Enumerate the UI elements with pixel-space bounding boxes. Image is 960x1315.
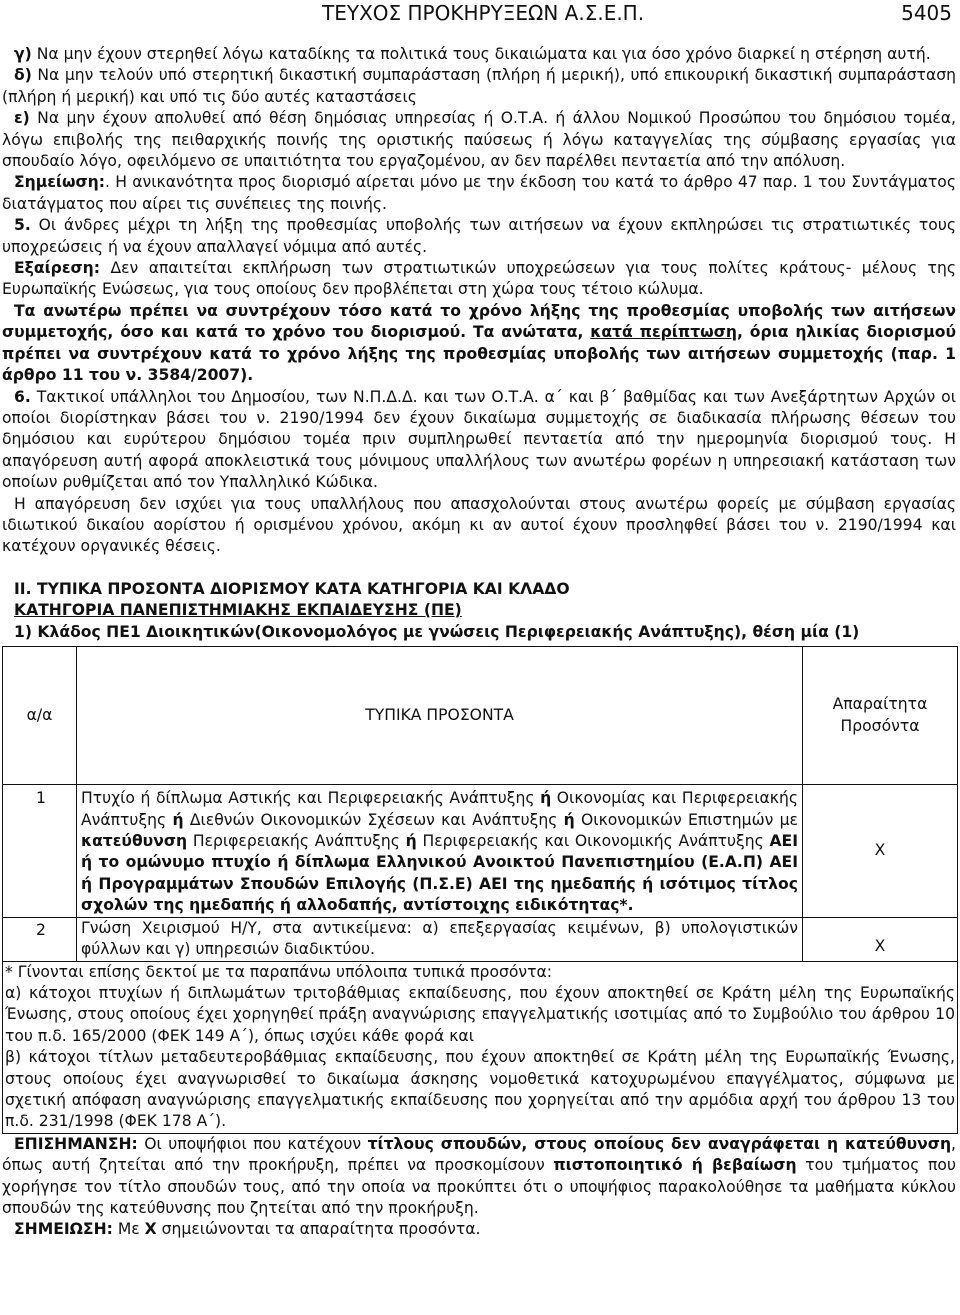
final-note-label: ΣΗΜΕΙΩΣΗ: [14,1220,113,1239]
desc-bold: ΑΕΙ ή το ομώνυμο πτυχίο ή δίπλωμα Ελληνικού Ανοικτού Πανεπιστημίου (Ε.Α.Π) ΑΕΙ ή Προγραμμάτων Σπουδών Επιλογής (Π.Σ.Ε) ΑΕΙ της ημεδαπής ή ισότιμος τίτλος σχολών της ημεδαπής ή αλλοδαπής, αντίστοιχης ειδικότητας*. [81,832,799,915]
condition-g-label: γ) [14,45,32,63]
desc-text: Πτυχίο ή δίπλωμα Αστικής και Περιφερειακής Ανάπτυξης [81,789,541,808]
condition-d [2,65,956,108]
desc-bold: κατεύθυνση [81,832,188,851]
important-bold: πιστοποιητικό ή βεβαίωση [553,1156,797,1175]
page-number: 5405 [901,1,952,25]
desc-text: Περιφερειακής και Οικονομικής Ανάπτυξης [416,832,770,851]
row-number: 2 [3,917,77,961]
final-note-paragraph [2,1219,956,1240]
age-limits-paragraph [2,301,956,387]
col-header-qualifications: ΤΥΠΙΚΑ ΠΡΟΣΟΝΤΑ [77,647,803,785]
note-label: Σημείωση: [14,173,106,192]
col-header-number: α/α [3,647,77,785]
desc-bold: ή [405,832,417,851]
condition-e-label: ε) [14,109,30,128]
condition-e [2,108,956,172]
table-header-row [3,647,958,785]
table-row [3,785,958,917]
important-label: ΕΠΙΣΗΜΑΝΣΗ: [14,1134,138,1153]
civil-servants-paragraph [2,387,956,494]
military-paragraph [2,215,956,258]
desc-text: Διεθνών Οικονομικών Σχέσεων και Ανάπτυξης [183,810,564,829]
page-header [0,0,960,24]
note-paragraph [2,172,956,215]
exception-text: Δεν απαιτείται εκπλήρωση των στρατιωτικών υποχρεώσεων για τους πολίτες κράτους- μέλους της Ευρωπαϊκής Ενώσεως, για τους οποίους δεν προβλέπεται στη χώρα τους τέτοιο κώλυμα. [2,259,956,299]
section-title: ΙΙ. ΤΥΠΙΚΑ ΠΡΟΣΟΝΤΑ ΔΙΟΡΙΣΜΟΥ ΚΑΤΑ ΚΑΤΗΓΟΡΙΑ ΚΑΙ ΚΛΑΔΟ [14,579,570,598]
table-note-row [3,961,958,1133]
desc-text: Περιφερειακής Ανάπτυξης [187,832,406,851]
required-mark: X [803,785,958,917]
age-underline: κατά περίπτωση [590,323,737,342]
important-text: Οι υποψήφιοι που κατέχουν [137,1134,368,1153]
important-text: του τμήματος που χορήγησε τον τίτλο σπουδών τους, από την οποία να προκύπτει ότι ο υποψήφιος παρακολούθησε τα μαθήματα κύκλου σπουδών της κατεύθυνσης που ζητείται από την προκήρυξη. [2,1156,956,1217]
ban-exception-paragraph: Η απαγόρευση δεν ισχύει για τους υπαλλήλους που απασχολούνται στους ανωτέρω φορείς με σύμβαση εργασίας ιδιωτικού δικαίου αορίστου ή ορισμένου χρόνου, ακόμη κι αν αυτοί έχουν προσληφθεί βάσει του ν. 2190/1994 και κατέχουν οργανικές θέσεις. [2,494,956,556]
important-paragraph [2,1134,956,1220]
desc-bold: ή [563,810,575,829]
exception-label: Εξαίρεση: [14,259,100,278]
document-body [2,44,956,1241]
final-note-text: Με [112,1220,145,1239]
important-text: , όπως αυτή ζητείται από την προκήρυξη, πρέπει να προσκομίσουν [2,1134,957,1175]
header-title: ΤΕΥΧΟΣ ΠΡΟΚΗΡΥΞΕΩΝ Α.Σ.Ε.Π. [322,1,645,25]
footnote-b: β) κάτοχοι τίτλων μεταδευτεροβάθμιας εκπαίδευσης, που έχουν αποκτηθεί σε Κράτη μέλη της Ευρωπαϊκής Ένωσης, στους οποίους έχει αναγνωρισθεί το δικαίωμα άσκησης νομοθετικά κατοχυρωμένου επαγγέλματος, σύμφωνα με σχετική απόφαση αναγνώρισης επαγγελματικής εκπαίδευσης που χορηγείται από την αρμόδια αρχή του άρθρου 13 του π.δ. 231/1998 (ΦΕΚ 178 Α΄). [5,1048,955,1131]
civil-servants-label: 6. [14,387,31,406]
age-text-a: Τα ανωτέρω πρέπει να συντρέχουν τόσο κατά το χρόνο λήξης της προθεσμίας υποβολής των αιτήσεων συμμετοχής, όσο και κατά το χρόνο του διορισμού. Τα ανώτατα, [2,301,956,342]
civil-servants-text: Τακτικοί υπάλληλοι του Δημοσίου, των Ν.Π.Δ.Δ. και των Ο.Τ.Α. α΄ και β΄ βαθμίδας και των Ανεξάρτητων Αρχών οι οποίοι διορίστηκαν βάσει του ν. 2190/1994 δεν έχουν δικαίωμα συμμετοχής σε διαδικασία πλήρωσης θέσεων του δημόσιου και ευρύτερου δημόσιου τομέα πριν συμπληρωθεί πενταετία από την ημερομηνία διορισμού τους. Η απαγόρευση αυτή αφορά αποκλειστικά τους μόνιμους υπαλλήλους των ανωτέρω φορέων η υπηρεσιακή κατάσταση των οποίων ρυθμίζεται από τον Υπαλληλικό Κώδικα. [2,387,956,492]
final-note-bold: Χ [144,1220,157,1239]
row-number: 1 [3,785,77,917]
row-description [77,785,803,917]
condition-g-text: Να μην έχουν στερηθεί λόγω καταδίκης τα πολιτικά τους δικαιώματα και για όσο χρόνο διαρκεί η στέρηση αυτή. [31,45,931,63]
important-bold: τίτλους σπουδών, στους οποίους δεν αναγράφεται η κατεύθυνση [367,1134,952,1153]
footnote-intro: * Γίνονται επίσης δεκτοί με τα παραπάνω υπόλοιπα τυπικά προσόντα: [5,962,553,981]
footnote-cell [3,961,958,1133]
age-text-b: , όρια ηλικίας διορισμού πρέπει να συντρέχουν κατά το χρόνο λήξης της προθεσμίας υποβολής των αιτήσεων συμμετοχής (παρ. 1 άρθρο 11 του ν. 3584/2007). [2,323,956,385]
desc-bold: ή [540,789,552,808]
condition-d-text: Να μην τελούν υπό στερητική δικαστική συμπαράσταση (πλήρη ή μερική), υπό επικουρική δικαστική συμπαράσταση (πλήρη ή μερική) και υπό τις δύο αυτές καταστάσεις [2,66,956,106]
condition-g [2,44,956,65]
desc-text: Οικονομίας και Περιφερειακής Ανάπτυξης [81,789,798,829]
row-description: Γνώση Χειρισμού Η/Υ, στα αντικείμενα: α) επεξεργασίας κειμένων, β) υπολογιστικών φύλλων και γ) υπηρεσιών διαδικτύου. [77,917,803,961]
condition-e-text: Να μην έχουν απολυθεί από θέση δημόσιας υπηρεσίας ή Ο.Τ.Α. ή άλλου Νομικού Προσώπου του δημόσιου τομέα, λόγω επιβολής της πειθαρχικής ποινής της οριστικής παύσεως ή λόγω καταγγελίας της σύμβασης εργασίας για σπουδαίο λόγο, οφειλόμενο σε υπαιτιότητα του εργαζομένου, αν δεν παρέλθει πενταετία από την απόλυση. [2,109,956,171]
desc-bold: ή [172,810,184,829]
note-text: . Η ανικανότητα προς διορισμό αίρεται μόνο με την έκδοση του κατά το άρθρο 47 παρ. 1 του Συντάγματος διατάγματος που αίρει τις συνέπειες της ποινής. [2,173,956,213]
required-mark: X [803,917,958,961]
category-title: ΚΑΤΗΓΟΡΙΑ ΠΑΝΕΠΙΣΤΗΜΙΑΚΗΣ ΕΚΠΑΙΔΕΥΣΗΣ (ΠΕ) [14,601,462,620]
condition-d-label: δ) [14,66,32,85]
exception-paragraph [2,258,956,301]
col-header-required: Απαραίτητα Προσόντα [803,647,958,785]
military-text: Οι άνδρες μέχρι τη λήξη της προθεσμίας υποβολής των αιτήσεων να έχουν εκπληρώσει τις στρατιωτικές τους υποχρεώσεις ή να έχουν απαλλαγεί νόμιμα από αυτές. [2,216,956,256]
footnote-a: α) κάτοχοι πτυχίων ή διπλωμάτων τριτοβάθμιας εκπαίδευσης, που έχουν αποκτηθεί σε Κράτη μέλη της Ευρωπαϊκής Ένωσης, στους οποίους έχει χορηγηθεί πράξη αναγνώρισης επαγγελματικής ισοτιμίας από το Συμβούλιο του άρθρου 10 του π.δ. 165/2000 (ΦΕΚ 149 Α΄), όπως ισχύει κάθε φορά και [5,983,955,1045]
branch-title: 1) Κλάδος ΠΕ1 Διοικητικών(Οικονομολόγος με γνώσεις Περιφερειακής Ανάπτυξης), θέση μία (1) [14,622,860,641]
final-note-text: σημειώνονται τα απαραίτητα προσόντα. [156,1220,481,1239]
qualifications-table [2,646,958,1134]
military-label: 5. [14,216,31,235]
desc-text: Οικονομικών Επιστημών με [574,810,798,829]
table-row [3,917,958,961]
